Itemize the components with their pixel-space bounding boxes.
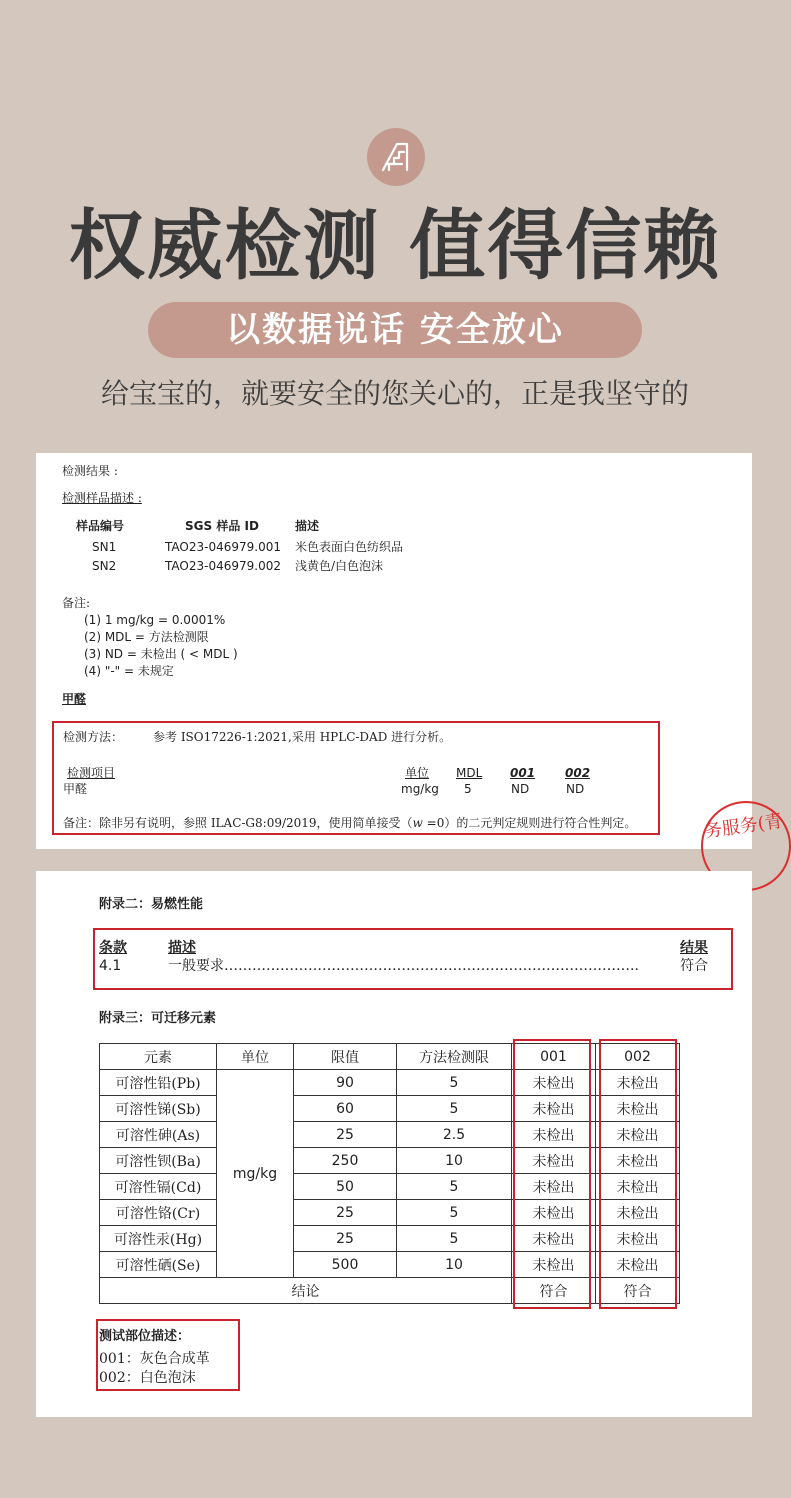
table-row	[100, 1148, 680, 1174]
cell-sample-1: 未检出	[512, 1174, 596, 1200]
cell-element: 可溶性硒(Se)	[100, 1252, 217, 1278]
sample-no: SN1	[92, 540, 117, 554]
cell-sample-2: 未检出	[596, 1174, 680, 1200]
sample-header-desc: 描述	[295, 519, 320, 533]
brand-logo	[367, 128, 425, 186]
header-sample-2: 002	[565, 766, 591, 780]
note-item: (3) ND = 未检出 ( < MDL )	[84, 647, 238, 661]
clause-result: 符合	[680, 958, 708, 974]
clause-no: 4.1	[99, 958, 122, 974]
cell-element: 可溶性钡(Ba)	[100, 1148, 217, 1174]
table-header-row	[100, 1044, 680, 1070]
cell-mdl: 5	[397, 1070, 512, 1096]
note-item: (4) "-" = 未规定	[84, 664, 174, 678]
sample-desc: 米色表面白色纺织品	[295, 540, 404, 554]
sample-2-highlight-box	[599, 1039, 677, 1309]
tagline: 给宝宝的，就要安全的您关心的，正是我坚守的	[100, 377, 689, 410]
cell-limit: 60	[294, 1096, 397, 1122]
row-unit: mg/kg	[401, 782, 439, 796]
cell-limit: 25	[294, 1122, 397, 1148]
sample-header-id: SGS 样品 ID	[185, 519, 259, 533]
th-sample-2: 002	[596, 1044, 680, 1070]
table-row	[100, 1122, 680, 1148]
cell-sample-2: 未检出	[596, 1226, 680, 1252]
part-desc-item: 001：灰色合成革	[99, 1351, 210, 1367]
cell-sample-2: 未检出	[596, 1148, 680, 1174]
notes-label: 备注:	[62, 596, 91, 610]
cell-sample-2: 未检出	[596, 1096, 680, 1122]
cell-limit: 25	[294, 1200, 397, 1226]
header-mdl: MDL	[456, 766, 483, 780]
migratable-elements-table	[99, 1043, 680, 1304]
appendix3-title: 附录三：可迁移元素	[99, 1011, 217, 1026]
cell-unit: mg/kg	[217, 1070, 294, 1278]
cell-sample-1: 未检出	[512, 1252, 596, 1278]
table-row	[100, 1174, 680, 1200]
headline: 权威检测 值得信赖	[68, 201, 722, 290]
conclusion-sample-1: 符合	[512, 1278, 596, 1304]
table-row	[100, 1226, 680, 1252]
conclusion-sample-2: 符合	[596, 1278, 680, 1304]
cell-mdl: 5	[397, 1096, 512, 1122]
th-unit: 单位	[217, 1044, 294, 1070]
section-title: 甲醛	[62, 692, 87, 706]
cell-sample-1: 未检出	[512, 1096, 596, 1122]
cell-limit: 90	[294, 1070, 397, 1096]
cell-mdl: 5	[397, 1200, 512, 1226]
cell-element: 可溶性镉(Cd)	[100, 1174, 217, 1200]
th-element: 元素	[100, 1044, 217, 1070]
cell-mdl: 10	[397, 1148, 512, 1174]
table-row	[100, 1096, 680, 1122]
appendix2-title: 附录二：易燃性能	[99, 897, 204, 912]
part-desc-title: 测试部位描述：	[99, 1329, 191, 1344]
part-desc-item: 002：白色泡沫	[99, 1370, 196, 1386]
cell-mdl: 2.5	[397, 1122, 512, 1148]
cell-limit: 500	[294, 1252, 397, 1278]
row-mdl: 5	[464, 782, 472, 796]
cell-limit: 50	[294, 1174, 397, 1200]
table-row	[100, 1070, 680, 1096]
conclusion-row	[100, 1278, 680, 1304]
clause-header: 条款	[99, 940, 127, 956]
cell-sample-2: 未检出	[596, 1122, 680, 1148]
table-row	[100, 1200, 680, 1226]
conclusion-label: 结论	[100, 1278, 512, 1304]
cell-sample-1: 未检出	[512, 1122, 596, 1148]
cell-sample-1: 未检出	[512, 1200, 596, 1226]
header-unit: 单位	[405, 766, 430, 780]
cell-element: 可溶性砷(As)	[100, 1122, 217, 1148]
cell-sample-1: 未检出	[512, 1148, 596, 1174]
cell-limit: 25	[294, 1226, 397, 1252]
test-report-formaldehyde	[36, 453, 785, 849]
table-row	[100, 1252, 680, 1278]
cell-element: 可溶性锑(Sb)	[100, 1096, 217, 1122]
stair-a-logo-icon	[367, 128, 425, 186]
cell-sample-2: 未检出	[596, 1200, 680, 1226]
sample-id: TAO23-046979.001	[165, 540, 281, 554]
note-item: (2) MDL = 方法检测限	[84, 630, 209, 644]
sample-no: SN2	[92, 559, 117, 573]
cell-mdl: 10	[397, 1252, 512, 1278]
note-item: (1) 1 mg/kg = 0.0001%	[84, 613, 226, 627]
cell-mdl: 5	[397, 1226, 512, 1252]
cell-limit: 250	[294, 1148, 397, 1174]
cell-sample-1: 未检出	[512, 1070, 596, 1096]
result-header: 结果	[680, 940, 708, 956]
header-sample-1: 001	[510, 766, 536, 780]
cell-element: 可溶性铬(Cr)	[100, 1200, 217, 1226]
th-limit: 限值	[294, 1044, 397, 1070]
method-label: 检测方法：	[63, 730, 124, 744]
test-report-appendix	[36, 871, 752, 1417]
row-item: 甲醛	[63, 782, 88, 796]
cell-mdl: 5	[397, 1174, 512, 1200]
th-sample-1: 001	[512, 1044, 596, 1070]
sample-id: TAO23-046979.002	[165, 559, 281, 573]
remark-text: 备注：除非另有说明，参照 ILAC-G8:09/2019，使用简单接受（w =0）的二元判定规则进行符合性判定。	[63, 816, 637, 830]
cell-sample-2: 未检出	[596, 1252, 680, 1278]
clause-desc: 一般要求……………………………………………………………………………..	[168, 958, 639, 974]
row-sample-2: ND	[566, 782, 585, 796]
cell-element: 可溶性汞(Hg)	[100, 1226, 217, 1252]
slogan-pill: 以数据说话 安全放心	[148, 302, 642, 358]
header-item: 检测项目	[67, 766, 116, 780]
method-text: 参考 ISO17226-1:2021,采用 HPLC-DAD 进行分析。	[153, 730, 452, 744]
th-mdl: 方法检测限	[397, 1044, 512, 1070]
sample-1-highlight-box	[513, 1039, 591, 1309]
desc-header: 描述	[168, 940, 196, 956]
stamp-text: 务服务(青	[702, 810, 785, 843]
result-label: 检测结果 :	[62, 464, 118, 478]
sample-header-no: 样品编号	[76, 519, 125, 533]
sample-desc: 浅黄色/白色泡沫	[295, 559, 384, 573]
cell-sample-1: 未检出	[512, 1226, 596, 1252]
cell-element: 可溶性铅(Pb)	[100, 1070, 217, 1096]
row-sample-1: ND	[511, 782, 530, 796]
sample-desc-label: 检测样品描述 :	[62, 491, 142, 505]
cell-sample-2: 未检出	[596, 1070, 680, 1096]
